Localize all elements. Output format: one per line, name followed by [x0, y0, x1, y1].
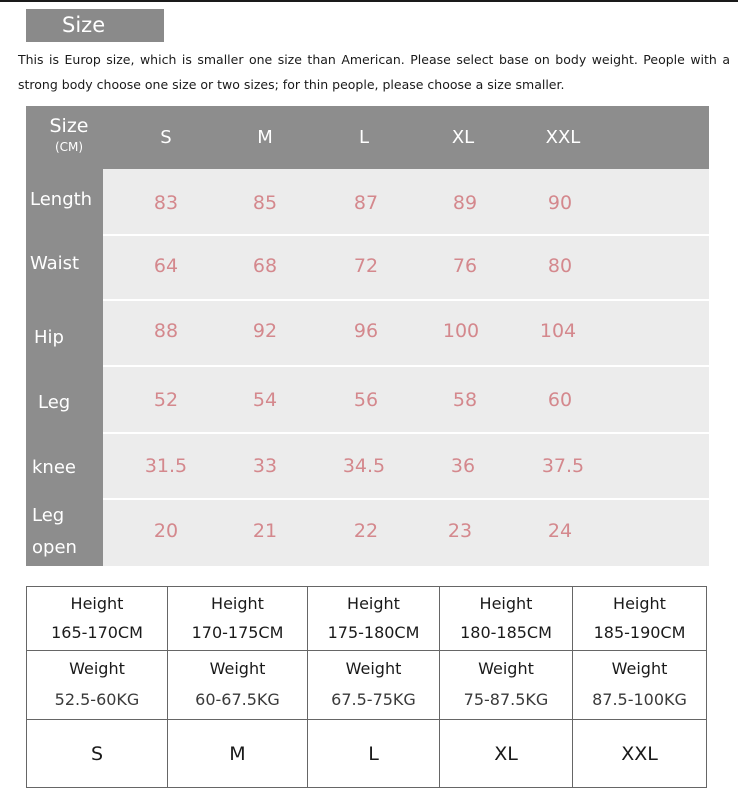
cell-hip-xl: 100: [442, 320, 480, 342]
row-label-knee: knee: [32, 457, 76, 478]
weight-label: Weight: [611, 659, 668, 678]
cell-length-l: 87: [353, 192, 379, 214]
height-label: Height: [70, 593, 124, 613]
height-cell-m: [168, 587, 308, 651]
weight-cell-xxl: [573, 651, 707, 720]
size-header-xxl: XXL: [545, 127, 581, 148]
cell-leg-open-xxl: 24: [547, 520, 573, 542]
cell-length-xl: 89: [452, 192, 478, 214]
weight-label: Weight: [345, 659, 402, 678]
row-divider: [103, 299, 709, 301]
size-row: [27, 720, 707, 788]
height-label: Height: [479, 593, 533, 613]
height-range: 170-175CM: [191, 622, 284, 642]
top-rule: [0, 0, 738, 2]
cell-waist-l: 72: [353, 255, 379, 277]
page-title: Size: [26, 9, 164, 42]
cell-leg-open-m: 21: [252, 520, 278, 542]
size-header-s: S: [160, 127, 172, 148]
cell-leg-xxl: 60: [547, 389, 573, 411]
weight-cell-xl: [440, 651, 573, 720]
corner-unit: (CM): [54, 140, 84, 154]
height-cell-xxl: [573, 587, 707, 651]
height-label: Height: [347, 593, 400, 613]
size-notice: This is Europ size, which is smaller one size than American. Please select base on body weight. People with a strong body choose one size or two sizes; for thin people, please choose a size smaller.: [18, 52, 730, 92]
cell-leg-open-s: 20: [153, 520, 179, 542]
cell-knee-xxl: 37.5: [541, 455, 585, 477]
weight-range: 87.5-100KG: [592, 690, 687, 709]
corner-label: Size: [49, 115, 89, 137]
row-label-hip: Hip: [34, 327, 64, 348]
cell-leg-s: 52: [153, 389, 179, 411]
weight-range: 75-87.5KG: [463, 690, 549, 709]
cell-hip-m: 92: [252, 320, 278, 342]
weight-label: Weight: [478, 659, 534, 678]
measure-table-body: [103, 169, 709, 566]
cell-hip-l: 96: [353, 320, 379, 342]
row-label-length: Length: [30, 189, 93, 210]
weight-label: Weight: [209, 659, 266, 678]
cell-hip-s: 88: [153, 320, 179, 342]
size-guide-table: [26, 586, 707, 788]
cell-length-xxl: 90: [547, 192, 573, 214]
weight-cell-s: [27, 651, 168, 720]
height-range: 165-170CM: [51, 622, 143, 642]
height-range: 175-180CM: [327, 622, 420, 642]
size-cell-xxl: XXL: [573, 720, 707, 788]
cell-leg-xl: 58: [452, 389, 478, 411]
cell-knee-s: 31.5: [144, 455, 188, 477]
weight-label: Weight: [69, 659, 125, 678]
height-cell-s: [27, 587, 168, 651]
size-cell-xl: XL: [440, 720, 573, 788]
weight-range: 60-67.5KG: [195, 690, 280, 709]
height-label: Height: [211, 593, 264, 613]
size-header-xl: XL: [451, 127, 475, 148]
size-header-l: L: [358, 127, 370, 148]
height-range: 185-190CM: [593, 622, 686, 642]
height-range: 180-185CM: [460, 622, 552, 642]
cell-leg-m: 54: [252, 389, 278, 411]
cell-waist-m: 68: [252, 255, 278, 277]
weight-row: [27, 651, 707, 720]
row-label-leg-open: Leg open: [32, 505, 77, 558]
weight-cell-l: [308, 651, 440, 720]
cell-knee-xl: 36: [450, 455, 476, 477]
weight-range: 52.5-60KG: [54, 690, 140, 709]
height-label: Height: [613, 593, 666, 613]
weight-cell-m: [168, 651, 308, 720]
cell-knee-l: 34.5: [342, 455, 386, 477]
row-divider: [103, 365, 709, 367]
cell-hip-xxl: 104: [539, 320, 577, 342]
row-label-waist: Waist: [30, 253, 80, 274]
row-divider: [103, 234, 709, 236]
height-row: [27, 587, 707, 651]
weight-range: 67.5-75KG: [331, 690, 416, 709]
size-cell-s: S: [27, 720, 168, 788]
cell-waist-s: 64: [153, 255, 179, 277]
row-label-leg: Leg: [38, 392, 71, 413]
cell-waist-xl: 76: [452, 255, 478, 277]
cell-knee-m: 33: [252, 455, 278, 477]
size-cell-m: M: [168, 720, 308, 788]
cell-length-m: 85: [252, 192, 278, 214]
cell-leg-open-xl: 23: [447, 520, 473, 542]
row-divider: [103, 432, 709, 434]
height-cell-xl: [440, 587, 573, 651]
measure-table-corner: [26, 106, 112, 154]
height-cell-l: [308, 587, 440, 651]
size-header-m: M: [257, 127, 273, 148]
cell-leg-l: 56: [353, 389, 379, 411]
row-divider: [103, 498, 709, 500]
size-cell-l: L: [308, 720, 440, 788]
cell-length-s: 83: [153, 192, 179, 214]
cell-leg-open-l: 22: [353, 520, 379, 542]
cell-waist-xxl: 80: [547, 255, 573, 277]
